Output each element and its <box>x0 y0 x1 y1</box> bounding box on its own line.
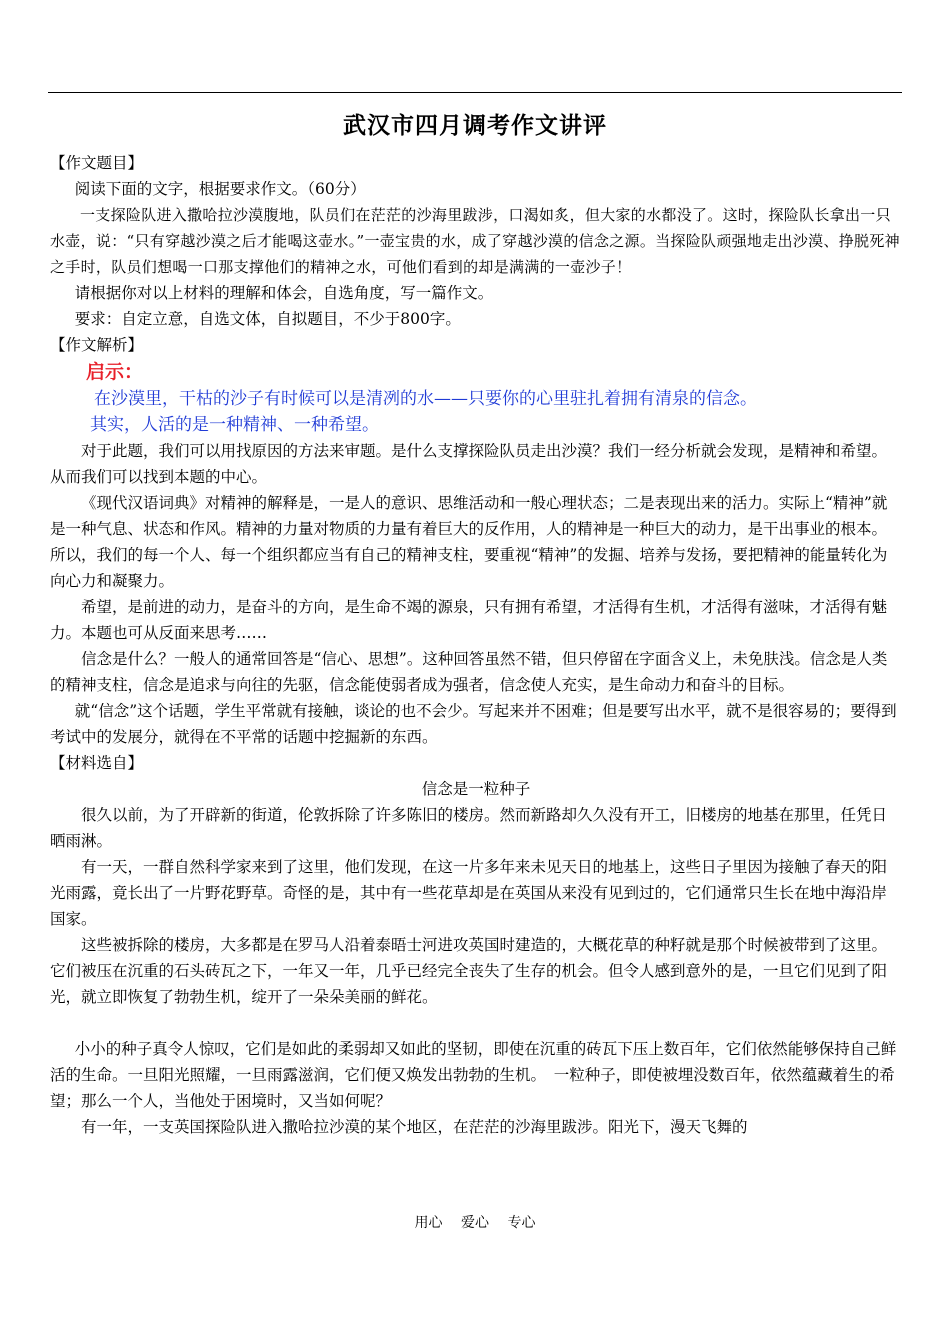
page-title: 武汉市四月调考作文讲评 <box>343 113 607 139</box>
prompt-task: 请根据你对以上材料的理解和体会，自选角度，写一篇作文。 <box>74 284 494 302</box>
analysis-heading: 【作文解析】 <box>50 336 144 354</box>
hint-label: 启示： <box>86 361 144 383</box>
essay-title: 信念是一粒种子 <box>421 780 531 798</box>
prompt-requirements: 要求：自定立意，自选文体，自拟题目，不少于800字。 <box>74 310 461 328</box>
analysis-paragraph-5: 就“信念”这个话题，学生平常就有接触，谈论的也不会少。写起来并不困难；但是要写出水平，就不是很容易的；要得到考试中的发展分，就得在不平常的话题中挖掘新的东西。 <box>50 702 897 746</box>
analysis-paragraph-1: 对于此题，我们可以用找原因的方法来审题。是什么支撑探险队员走出沙漠？我们一经分析就会发现，是精神和希望。从而我们可以找到本题的中心。 <box>50 442 888 486</box>
top-rule <box>48 92 902 93</box>
page-footer: 用心 爱心 专心 <box>414 1215 536 1231</box>
essay-paragraph-2: 有一天，一群自然科学家来到了这里，他们发现，在这一片多年来未见天日的地基上，这些日子里因为接触了春天的阳光雨露，竟长出了一片野花野草。奇怪的是，其中有一些花草却是在英国从来没有见到过的，它们通常只生长在地中海沿岸国家。 <box>50 858 888 928</box>
document-body <box>50 150 902 1140</box>
analysis-paragraph-3: 希望，是前进的动力，是奋斗的方向，是生命不竭的源泉，只有拥有希望，才活得有生机，才活得有滋味，才活得有魅力。本题也可从反面来思考…… <box>50 598 888 642</box>
analysis-paragraph-4: 信念是什么？一般人的通常回答是“信心、思想”。这种回答虽然不错，但只停留在字面含义上，未免肤浅。信念是人类的精神支柱，信念是追求与向往的先驱，信念能使弱者成为强者，信念使人充实，是生命动力和奋斗的目标。 <box>50 650 888 694</box>
analysis-paragraph-2: 《现代汉语词典》对精神的解释是，一是人的意识、思维活动和一般心理状态；二是表现出来的活力。实际上“精神”就是一种气息、状态和作风。精神的力量对物质的力量有着巨大的反作用，人的精神是一种巨大的动力，是干出事业的根本。所以，我们的每一个人、每一个组织都应当有自己的精神支柱，要重视“精神”的发掘、培养与发扬，要把精神的能量转化为向心力和凝聚力。 <box>50 494 888 590</box>
material-heading: 【材料选自】 <box>50 754 144 772</box>
prompt-material: 一支探险队进入撒哈拉沙漠腹地，队员们在茫茫的沙海里跋涉，口渴如炙，但大家的水都没了。这时，探险队长拿出一只水壶，说：“只有穿越沙漠之后才能喝这壶水。”一壶宝贵的水，成了穿越沙漠的信念之源。当探险队顽强地走出沙漠、挣脱死神之手时，队员们想喝一口那支撑他们的精神之水，可他们看到的却是满满的一壶沙子！ <box>50 206 900 276</box>
hint-line-1: 在沙漠里，干枯的沙子有时候可以是清冽的水——只要你的心里驻扎着拥有清泉的信念。 <box>94 389 757 409</box>
essay-paragraph-5: 有一年，一支英国探险队进入撒哈拉沙漠的某个地区，在茫茫的沙海里跋涉。阳光下，漫天飞舞的 <box>81 1118 748 1136</box>
essay-paragraph-1: 很久以前，为了开辟新的街道，伦敦拆除了许多陈旧的楼房。然而新路却久久没有开工，旧楼房的地基在那里，任凭日晒雨淋。 <box>50 806 888 850</box>
essay-paragraph-4: 小小的种子真令人惊叹，它们是如此的柔弱却又如此的坚韧，即使在沉重的砖瓦下压上数百年，它们依然能够保持自己鲜活的生命。一旦阳光照耀，一旦雨露滋润，它们便又焕发出勃勃的生机。 一粒种子，即使被埋没数百年，依然蕴藏着生的希望；那么一个人，当他处于困境时，又当如何呢？ <box>50 1040 897 1110</box>
paragraph-gap <box>50 1010 902 1036</box>
essay-paragraph-3: 这些被拆除的楼房，大多都是在罗马人沿着泰晤士河进攻英国时建造的，大概花草的种籽就是那个时候被带到了这里。它们被压在沉重的石头砖瓦之下，一年又一年，几乎已经完全丧失了生存的机会。但令人感到意外的是，一旦它们见到了阳光，就立即恢复了勃勃生机，绽开了一朵朵美丽的鲜花。 <box>50 936 888 1006</box>
prompt-intro: 阅读下面的文字，根据要求作文。（60分） <box>74 180 366 198</box>
hint-line-2: 其实，人活的是一种精神、一种希望。 <box>90 415 379 435</box>
prompt-heading: 【作文题目】 <box>50 154 144 172</box>
